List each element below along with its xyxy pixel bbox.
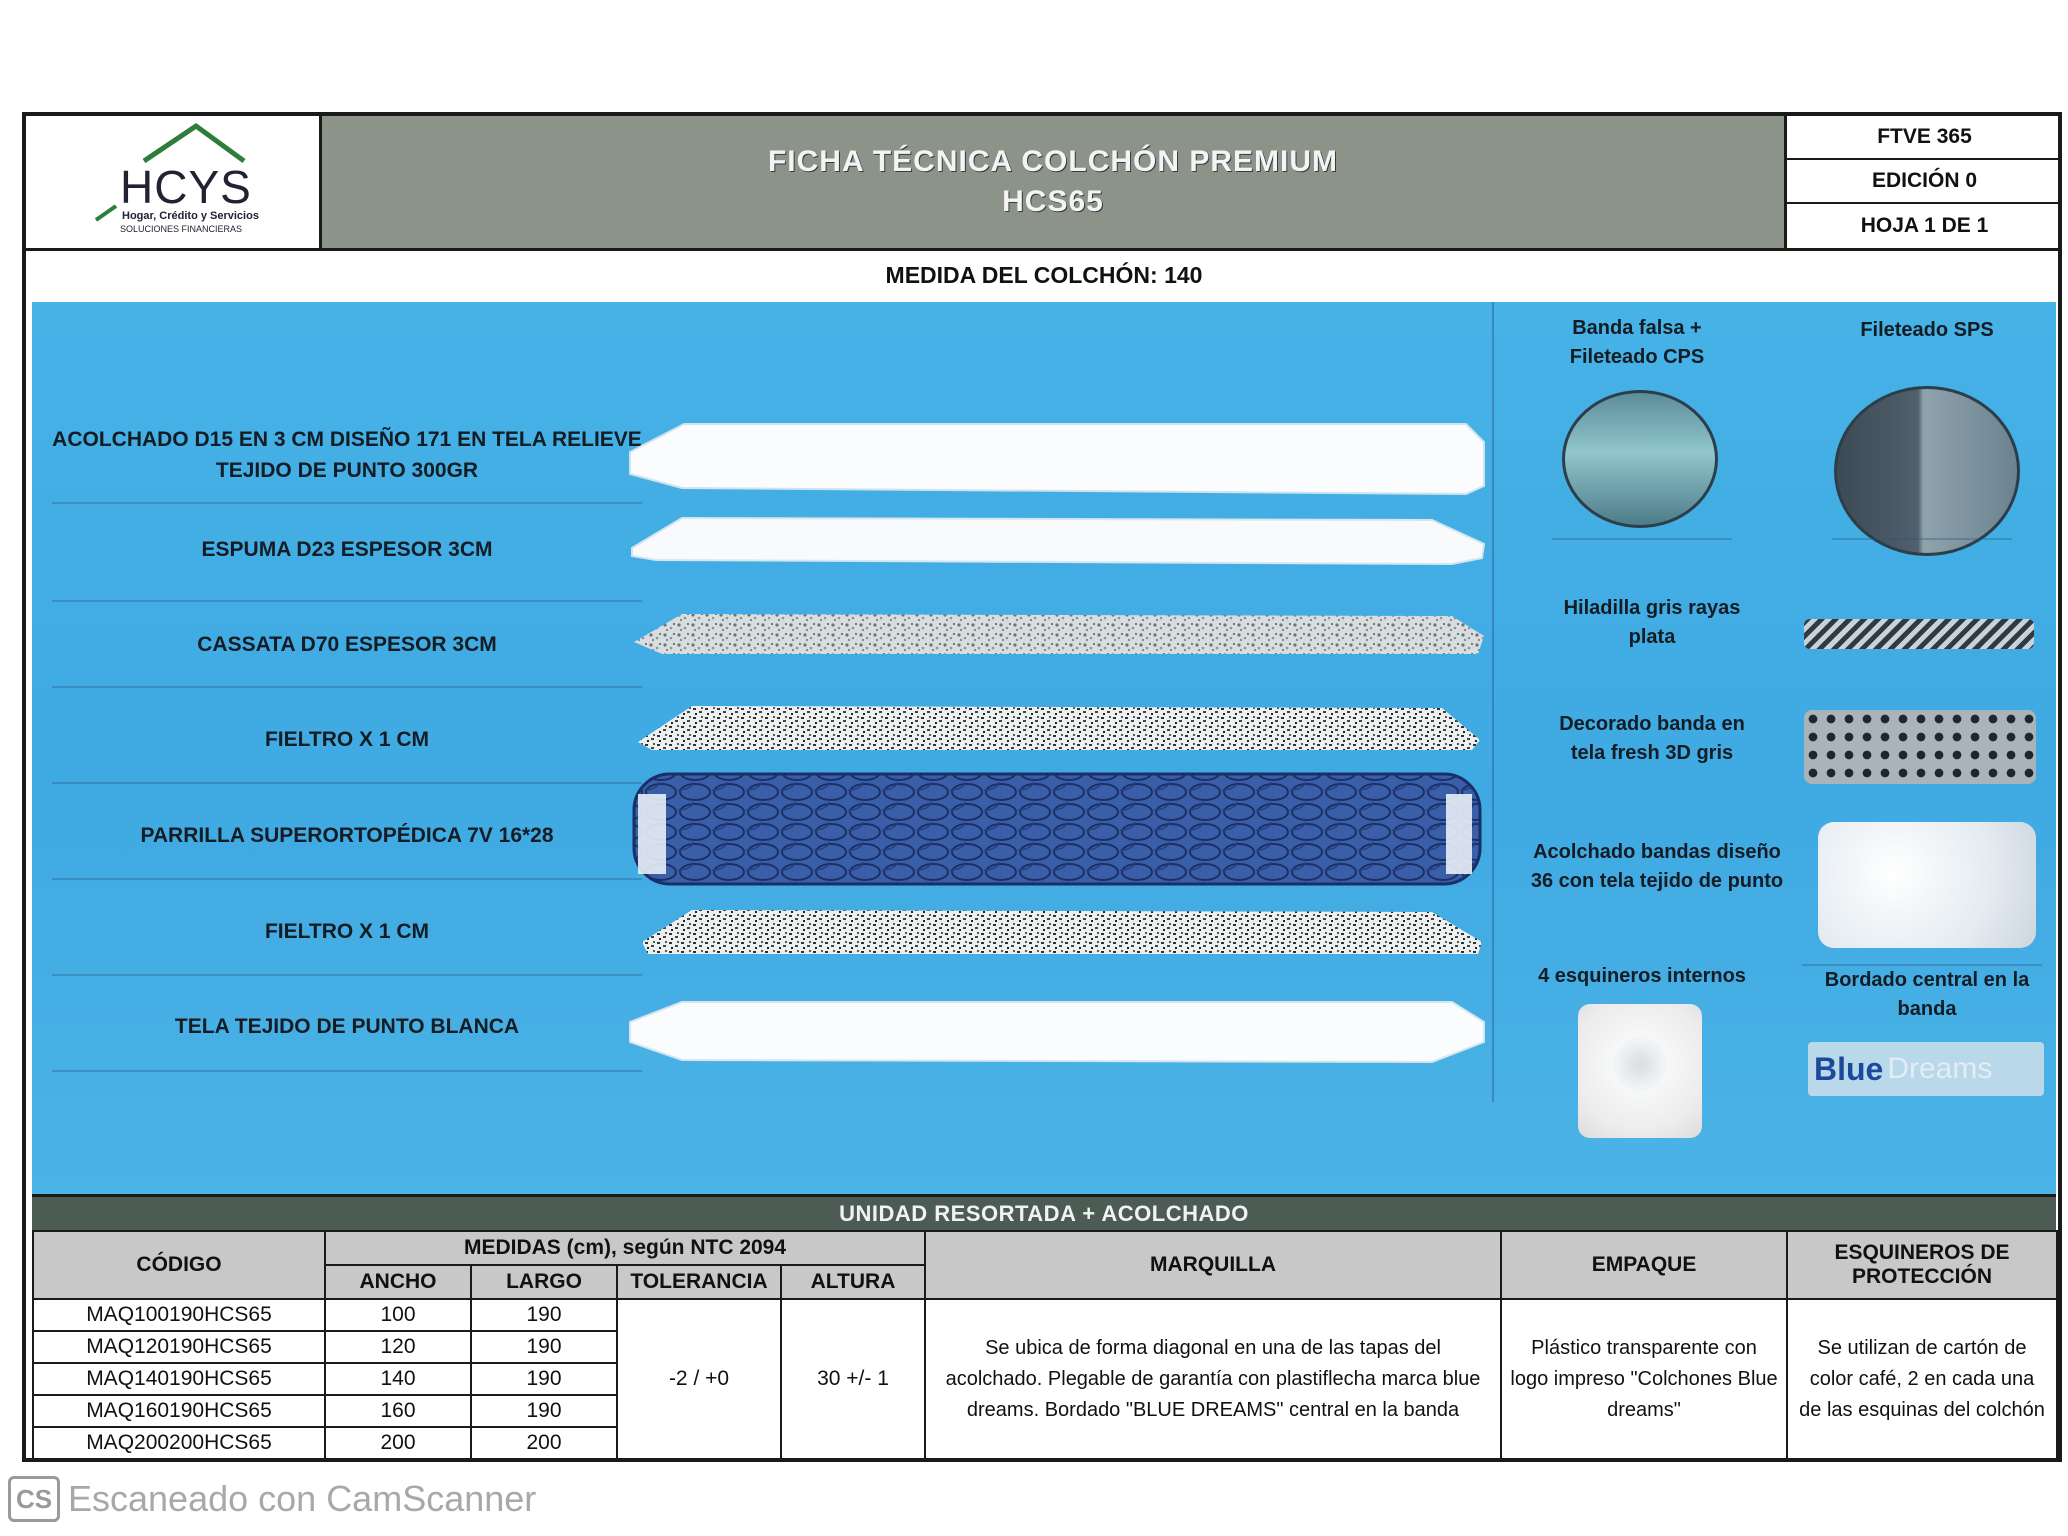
cell-esquineros: Se utilizan de cartón de color café, 2 en cada una de las esquinas del colchón (1787, 1299, 2057, 1459)
cassata-layer (634, 614, 1484, 654)
col-header-altura: ALTURA (781, 1265, 925, 1299)
unit-section-bar: UNIDAD RESORTADA + ACOLCHADO (32, 1194, 2056, 1230)
felt-layer-bottom (642, 910, 1482, 954)
layer-label: FIELTRO X 1 CM (264, 728, 430, 751)
acolchado-bandas-sample-image (1818, 822, 2036, 948)
cell-ancho: 160 (325, 1395, 471, 1427)
spring-grid-layer (634, 774, 1480, 884)
cell-tolerancia: -2 / +0 (617, 1299, 781, 1459)
logo-subtitle: SOLUCIONES FINANCIERAS (120, 224, 243, 234)
cell-codigo: MAQ140190HCS65 (33, 1363, 325, 1395)
decorado-sample-image (1804, 710, 2036, 784)
company-logo (26, 116, 322, 248)
title-line-1: FICHA TÉCNICA COLCHÓN PREMIUM (767, 145, 1339, 178)
quilt-layer (630, 424, 1484, 494)
col-header-medidas: MEDIDAS (cm), según NTC 2094 (325, 1231, 925, 1265)
col-header-marquilla: MARQUILLA (925, 1231, 1501, 1299)
fileteado-sample-image (1834, 386, 2020, 556)
camscanner-text: Escaneado con CamScanner (68, 1478, 537, 1519)
document-info (1784, 116, 2062, 248)
col-header-empaque: EMPAQUE (1501, 1231, 1787, 1299)
feature-label-banda-falsa: Banda falsa + Fileteado CPS (1569, 317, 1705, 368)
layer-label: CASSATA D70 ESPESOR 3CM (197, 633, 497, 656)
camscanner-watermark (8, 1474, 536, 1524)
col-header-largo: LARGO (471, 1265, 617, 1299)
blue-dreams-logo (1808, 1042, 2044, 1096)
cell-largo: 190 (471, 1395, 617, 1427)
specifications-table (32, 1230, 2058, 1460)
cell-ancho: 100 (325, 1299, 471, 1331)
layer-label: ACOLCHADO D15 EN 3 CM DISEÑO 171 EN TELA RELIEVE TEJIDO DE PUNTO 300GR (52, 428, 642, 482)
feature-label-fileteado: Fileteado SPS (1860, 319, 1994, 341)
cell-largo: 190 (471, 1299, 617, 1331)
layer-label: ESPUMA D23 ESPESOR 3CM (201, 538, 493, 561)
spring-edge-right (1446, 794, 1472, 874)
feature-label-acolchado-bandas: Acolchado bandas diseño 36 con tela tejido de punto (1530, 841, 1784, 892)
document-title (322, 116, 1784, 248)
banda-falsa-sample-image (1562, 390, 1718, 528)
feature-label-hiladilla: Hiladilla gris rayas plata (1563, 597, 1741, 648)
esquineros-sample-image (1578, 1004, 1702, 1138)
fabric-layer (630, 1002, 1484, 1062)
feature-label-decorado: Decorado banda en tela fresh 3D gris (1559, 713, 1745, 764)
logo-name: HCYS (120, 161, 252, 213)
cell-ancho: 120 (325, 1331, 471, 1363)
feature-divider (1832, 538, 2012, 540)
col-header-codigo: CÓDIGO (33, 1231, 325, 1299)
title-line-2: HCS65 (1002, 185, 1104, 218)
table-row (33, 1299, 2057, 1331)
layers-panel (32, 302, 2056, 1194)
cell-codigo: MAQ100190HCS65 (33, 1299, 325, 1331)
col-header-esquineros: ESQUINEROS DE PROTECCIÓN (1787, 1231, 2057, 1299)
cell-codigo: MAQ120190HCS65 (33, 1331, 325, 1363)
camscanner-icon: CS (8, 1476, 60, 1522)
brand-word-dreams: Dreams (1887, 1052, 1993, 1085)
cell-altura: 30 +/- 1 (781, 1299, 925, 1459)
cell-codigo: MAQ160190HCS65 (33, 1395, 325, 1427)
spec-sheet (22, 112, 2062, 1462)
logo-tagline: Hogar, Crédito y Servicios (122, 210, 259, 222)
foam-layer (632, 518, 1484, 564)
cell-largo: 200 (471, 1427, 617, 1459)
brand-word-blue: Blue (1814, 1050, 1884, 1087)
feature-label-esquineros: 4 esquineros internos (1538, 965, 1746, 987)
cell-ancho: 200 (325, 1427, 471, 1459)
mattress-layers-illustration (32, 302, 1492, 1194)
feature-divider (1552, 538, 1732, 540)
doc-page: HOJA 1 DE 1 (1860, 214, 1989, 237)
column-divider (1492, 302, 1494, 1102)
layer-label: FIELTRO X 1 CM (264, 920, 430, 943)
col-header-ancho: ANCHO (325, 1265, 471, 1299)
hiladilla-sample-image (1804, 619, 2034, 649)
layer-label: TELA TEJIDO DE PUNTO BLANCA (174, 1015, 520, 1038)
layer-label: PARRILLA SUPERORTOPÉDICA 7V 16*28 (140, 824, 554, 847)
col-header-tolerancia: TOLERANCIA (617, 1265, 781, 1299)
cell-marquilla: Se ubica de forma diagonal en una de las tapas del acolchado. Plegable de garantía con plastiflecha marca blue dreams. Bordado "BLUE DREAMS" central en la banda (925, 1299, 1501, 1459)
spring-edge-left (638, 794, 666, 874)
cell-empaque: Plástico transparente con logo impreso "Colchones Blue dreams" (1501, 1299, 1787, 1459)
cell-largo: 190 (471, 1363, 617, 1395)
cell-codigo: MAQ200200HCS65 (33, 1427, 325, 1459)
cell-ancho: 140 (325, 1363, 471, 1395)
feature-label-bordado: Bordado central en la banda (1824, 969, 2030, 1020)
doc-edition: EDICIÓN 0 (1787, 160, 2062, 204)
felt-layer-top (638, 706, 1480, 750)
mattress-size-title: MEDIDA DEL COLCHÓN: 140 (26, 248, 2062, 300)
cell-largo: 190 (471, 1331, 617, 1363)
doc-code: FTVE 365 (1787, 116, 2062, 160)
